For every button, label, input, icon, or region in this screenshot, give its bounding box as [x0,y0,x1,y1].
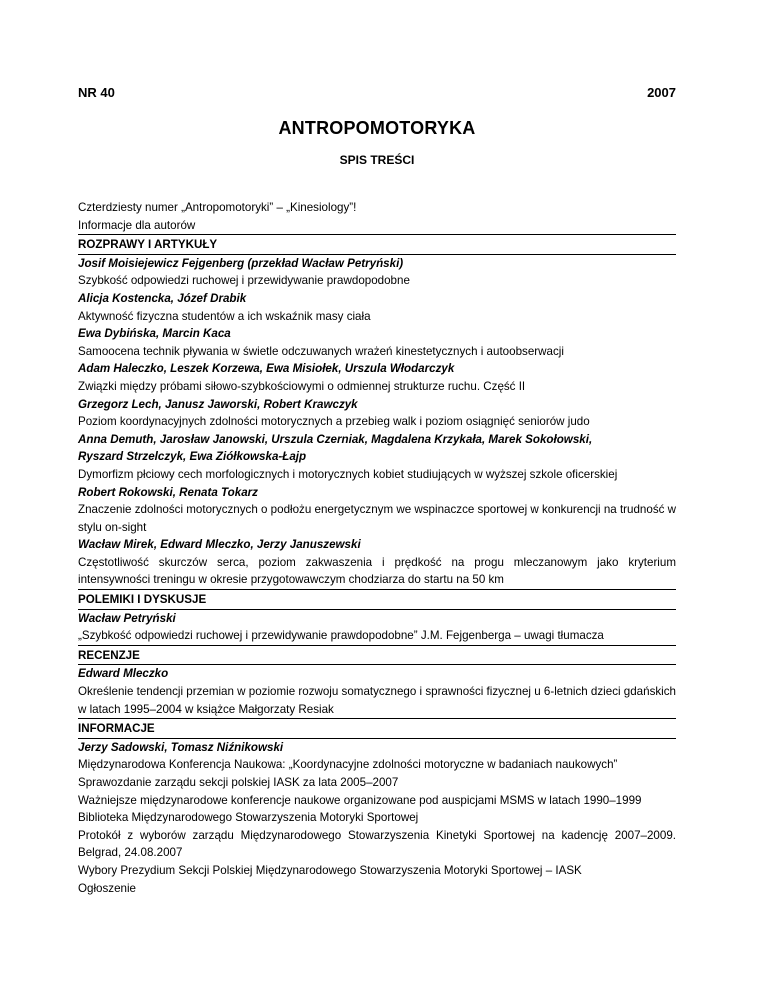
issue-number: NR 40 [78,85,115,100]
entry-authors: Adam Haleczko, Leszek Korzewa, Ewa Misiołek, Urszula Włodarczyk [78,362,455,376]
info-item: Sprawozdanie zarządu sekcji polskiej IASK za lata 2005–2007 [78,776,399,789]
table-of-contents [78,199,676,897]
entry-title: „Szybkość odpowiedzi ruchowej i przewidywanie prawdopodobne” J.M. Fejgenberga – uwagi tłumacza [78,629,604,643]
info-item: Ważniejsze międzynarodowe konferencje naukowe organizowane pod auspicjami MSMS w latach 1990–1999 [78,793,642,807]
issue-year: 2007 [647,85,676,100]
entry-title: Określenie tendencji przemian w poziomie rozwoju somatycznego i sprawności fizycznej u 6-letnich dzieci gdańskich w latach 1995–2004 w książce Małgorzaty Resiak [78,685,676,716]
entry-authors: Anna Demuth, Jarosław Janowski, Urszula Czerniak, Magdalena Krzykała, Marek Sokołowski, [78,432,593,446]
entry-authors-continued: Ryszard Strzelczyk, Ewa Ziółkowska-Łajp [78,450,307,464]
entry-title: Aktywność fizyczna studentów a ich wskaźnik masy ciała [78,309,371,323]
entry-authors: Alicja Kostencka, Józef Drabik [78,291,247,305]
info-item: Międzynarodowa Konferencja Naukowa: „Koordynacyjne zdolności motoryczne w badaniach naukowych” [78,758,618,772]
contents-title: SPIS TREŚCI [339,153,415,167]
section-heading-info: INFORMACJE [78,718,676,739]
info-item: Biblioteka Międzynarodowego Stowarzyszenia Motoryki Sportowej [78,811,419,825]
entry-authors: Wacław Petryński [78,611,176,625]
journal-title: ANTROPOMOTORYKA [278,118,476,138]
info-item: Wybory Prezydium Sekcji Polskiej Międzynarodowego Stowarzyszenia Motoryki Sportowej – IASK [78,863,582,877]
header-row [78,85,676,100]
entry-title: Znaczenie zdolności motorycznych o podłożu energetycznym we wspinaczce sportowej w konkurencji na trudność w stylu on-sight [78,503,677,534]
section-heading-articles: ROZPRAWY I ARTYKUŁY [78,234,676,255]
entry-title: Dymorfizm płciowy cech morfologicznych i motorycznych kobiet studiujących w wyższej szkole oficerskiej [78,467,618,481]
entry-authors: Edward Mleczko [78,667,169,681]
entry-title: Częstotliwość skurczów serca, poziom zakwaszenia i prędkość na progu mleczanowym jako kryterium intensywności treningu w okresie przygotowawczym chodziarza do startu na 50 km [78,555,676,587]
section-heading-reviews: RECENZJE [78,645,676,666]
entry-authors: Grzegorz Lech, Janusz Jaworski, Robert Krawczyk [78,397,358,411]
entry-title: Szybkość odpowiedzi ruchowej i przewidywanie prawdopodobne [78,274,410,288]
entry-authors: Josif Moisiejewicz Fejgenberg (przekład Wacław Petryński) [78,256,404,270]
intro-item: Informacje dla autorów [78,218,196,232]
intro-item: Czterdziesty numer „Antropomotoryki” – „Kinesiology”! [78,201,357,214]
entry-authors: Ewa Dybińska, Marcin Kaca [78,327,231,341]
info-item: Ogłoszenie [78,881,137,895]
entry-title: Samoocena technik pływania w świetle odczuwanych wrażeń kinestetycznych i autoobserwacji [78,344,564,358]
entry-title: Związki między próbami siłowo-szybkościowymi o odmiennej strukturze ruchu. Część II [78,379,526,393]
section-heading-polemics: POLEMIKI I DYSKUSJE [78,589,676,610]
entry-authors: Wacław Mirek, Edward Mleczko, Jerzy Januszewski [78,538,361,552]
entry-authors: Jerzy Sadowski, Tomasz Niźnikowski [78,740,284,754]
entry-authors: Robert Rokowski, Renata Tokarz [78,485,258,499]
info-item: Protokół z wyborów zarządu Międzynarodowego Stowarzyszenia Kinetyki Sportowej na kadencję 2007–2009. Belgrad, 24.08.2007 [78,828,676,860]
entry-title: Poziom koordynacyjnych zdolności motorycznych a przebieg walk i poziom osiągnięć seniorów judo [78,415,590,429]
